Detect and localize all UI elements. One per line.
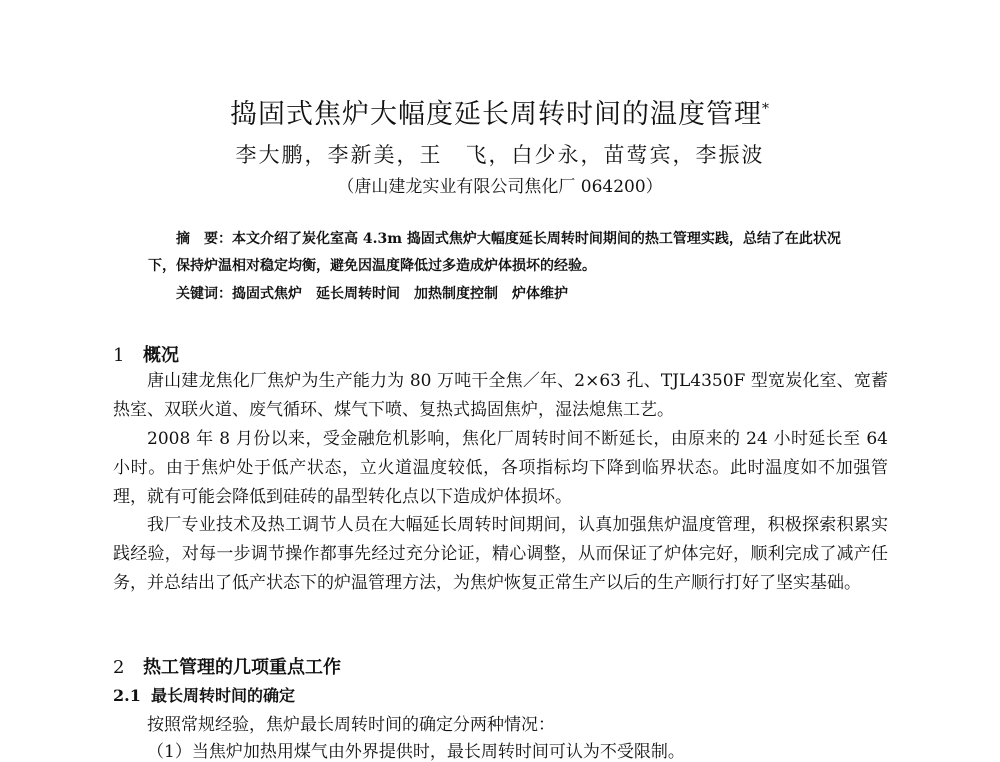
subsection-heading bbox=[113, 683, 295, 706]
paper-title bbox=[0, 92, 1000, 131]
section-number: 2 bbox=[113, 657, 125, 678]
keywords-label: 关键词： bbox=[176, 286, 232, 302]
section-number: 1 bbox=[113, 345, 125, 366]
title-footnote-mark: * bbox=[762, 101, 770, 117]
keyword: 延长周转时间 bbox=[316, 286, 400, 302]
section-heading bbox=[113, 341, 179, 367]
keyword: 加热制度控制 bbox=[414, 286, 498, 302]
subsection-number: 2.1 bbox=[113, 686, 141, 705]
title-text: 捣固式焦炉大幅度延长周转时间的温度管理 bbox=[230, 99, 762, 130]
paragraph: 我厂专业技术及热工调节人员在大幅延长周转时间期间，认真加强焦炉温度管理，积极探索积累实践经验，对每一步调节操作都事先经过充分论证，精心调整，从而保证了炉体完好，顺利完成了减产任务，并总结出了低产状态下的炉温管理方法，为焦炉恢复正常生产以后的生产顺行打好了坚实基础。 bbox=[113, 515, 888, 593]
paragraph: 唐山建龙焦化厂焦炉为生产能力为 80 万吨干全焦／年、2×63 孔、TJL4350F 型宽炭化室、宽蓄热室、双联火道、废气循环、煤气下喷、复热式捣固焦炉，湿法熄焦工艺。 bbox=[113, 371, 888, 420]
section-title: 概况 bbox=[143, 345, 179, 366]
abstract bbox=[148, 226, 860, 280]
subsection-title: 最长周转时间的确定 bbox=[151, 686, 296, 705]
keyword: 捣固式焦炉 bbox=[232, 286, 302, 302]
abstract-text: 本文介绍了炭化室高 4.3m 捣固式焦炉大幅度延长周转时间期间的热工管理实践，总结了在此状况下，保持炉温相对稳定均衡，避免因温度降低过多造成炉体损坏的经验。 bbox=[148, 231, 841, 274]
keywords bbox=[176, 283, 582, 303]
section-title: 热工管理的几项重点工作 bbox=[143, 657, 341, 678]
list-item: （1）当焦炉加热用煤气由外界提供时，最长周转时间可认为不受限制。 bbox=[147, 742, 685, 762]
section-heading bbox=[113, 653, 341, 679]
author-list: 李大鹏，李新美，王 飞，白少永，苗莺宾，李振波 bbox=[235, 143, 765, 167]
abstract-label: 摘 要： bbox=[176, 231, 232, 247]
affiliation: （唐山建龙实业有限公司焦化厂 064200） bbox=[337, 177, 663, 197]
paragraph: 按照常规经验，焦炉最长周转时间的确定分两种情况： bbox=[147, 715, 555, 735]
keyword: 炉体维护 bbox=[512, 286, 568, 302]
paragraph: 2008 年 8 月份以来，受金融危机影响，焦化厂周转时间不断延长，由原来的 24 小时延长至 64 小时。由于焦炉处于低产状态，立火道温度较低，各项指标均下降到临界状态。此时温度如不加强管理，就有可能会降低到硅砖的晶型转化点以下造成炉体损坏。 bbox=[113, 429, 888, 507]
